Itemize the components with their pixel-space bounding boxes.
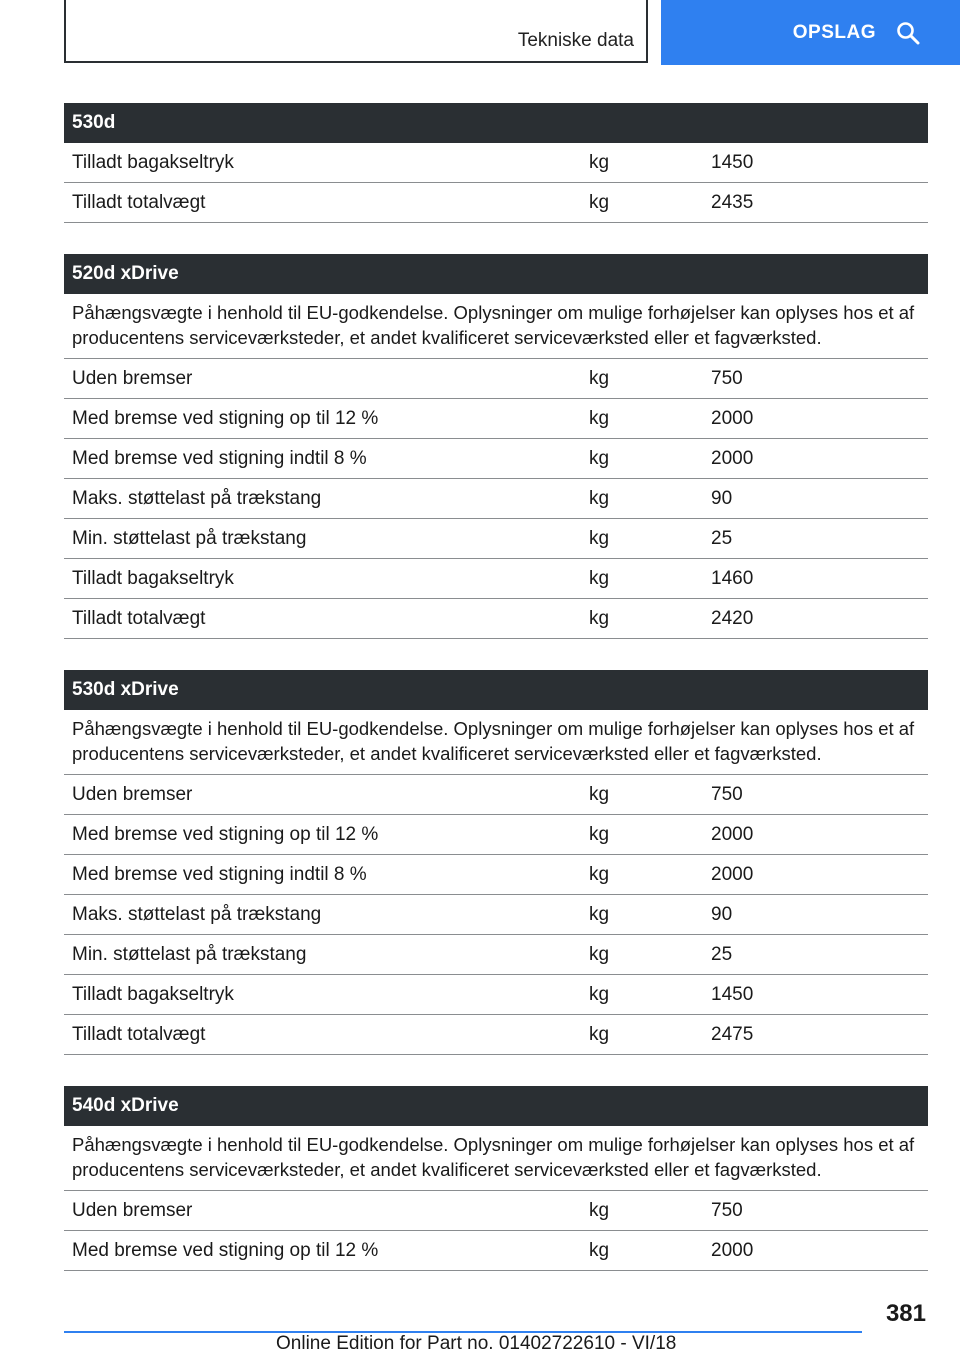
edition-text: Online Edition for Part no. 01402722610 - VI/18 [276,1333,677,1354]
spec-tables [64,103,928,1302]
row-unit: kg [589,607,610,629]
block-title: 530d [64,103,928,143]
row-value: 2000 [711,863,754,885]
table-row [64,815,928,855]
row-unit: kg [589,983,610,1005]
row-value: 2435 [711,191,754,213]
table-row [64,895,928,935]
row-label: Med bremse ved stigning op til 12 % [72,823,379,845]
table-row [64,935,928,975]
table-row [64,1015,928,1055]
table-row [64,183,928,223]
block-title: 520d xDrive [64,254,928,294]
row-value: 750 [711,1199,743,1221]
row-unit: kg [589,863,610,885]
row-value: 2475 [711,1023,754,1045]
row-label: Tilladt bagakseltryk [72,567,234,589]
row-value: 90 [711,903,733,925]
opslag-label: OPSLAG [792,21,876,43]
section-header [64,0,648,63]
row-unit: kg [589,367,610,389]
page-number: 381 [885,1300,926,1327]
row-value: 2000 [711,407,754,429]
table-row [64,1231,928,1271]
row-label: Tilladt bagakseltryk [72,983,234,1005]
row-label: Tilladt totalvægt [72,191,206,213]
row-label: Maks. støttelast på trækstang [72,487,322,509]
row-label: Tilladt totalvægt [72,607,206,629]
table-row [64,975,928,1015]
row-unit: kg [589,447,610,469]
row-label: Maks. støttelast på trækstang [72,903,322,925]
table-row [64,143,928,183]
row-label: Med bremse ved stigning op til 12 % [72,407,379,429]
block-note: Påhængsvægte i henhold til EU-godkendelse. Oplysninger om mulige forhøjelser kan oplyses hos et af producentens serviceværksteder, et andet kvalificeret serviceværksted eller et fagværksted. [64,710,928,775]
row-value: 1450 [711,983,754,1005]
row-value: 750 [711,783,743,805]
row-value: 25 [711,943,733,965]
row-unit: kg [589,903,610,925]
block-title: 540d xDrive [64,1086,928,1126]
row-label: Tilladt totalvægt [72,1023,206,1045]
row-label: Med bremse ved stigning op til 12 % [72,1239,379,1261]
table-row [64,775,928,815]
block-title: 530d xDrive [64,670,928,710]
row-value: 750 [711,367,743,389]
table-row [64,439,928,479]
row-value: 1450 [711,151,754,173]
table-row [64,855,928,895]
row-unit: kg [589,1199,610,1221]
search-icon [896,21,920,45]
row-value: 2000 [711,447,754,469]
table-row [64,399,928,439]
row-label: Uden bremser [72,367,193,389]
row-value: 2000 [711,1239,754,1261]
row-label: Min. støttelast på trækstang [72,943,307,965]
row-value: 90 [711,487,733,509]
spec-block [64,254,928,639]
block-note: Påhængsvægte i henhold til EU-godkendelse. Oplysninger om mulige forhøjelser kan oplyses hos et af producentens serviceværksteder, et andet kvalificeret serviceværksted eller et fagværksted. [64,1126,928,1191]
block-note: Påhængsvægte i henhold til EU-godkendelse. Oplysninger om mulige forhøjelser kan oplyses hos et af producentens serviceværksteder, et andet kvalificeret serviceværksted eller et fagværksted. [64,294,928,359]
row-label: Min. støttelast på trækstang [72,527,307,549]
section-title: Tekniske data [517,30,634,51]
row-unit: kg [589,487,610,509]
table-row [64,559,928,599]
row-unit: kg [589,527,610,549]
row-unit: kg [589,407,610,429]
row-label: Med bremse ved stigning indtil 8 % [72,863,367,885]
row-unit: kg [589,823,610,845]
row-label: Uden bremser [72,1199,193,1221]
row-label: Uden bremser [72,783,193,805]
spec-block [64,103,928,223]
row-value: 2000 [711,823,754,845]
table-row [64,599,928,639]
row-unit: kg [589,943,610,965]
opslag-button[interactable] [661,0,960,65]
row-label: Med bremse ved stigning indtil 8 % [72,447,367,469]
spec-block [64,670,928,1055]
row-unit: kg [589,783,610,805]
row-value: 1460 [711,567,754,589]
table-row [64,1191,928,1231]
row-label: Tilladt bagakseltryk [72,151,234,173]
row-value: 2420 [711,607,754,629]
row-unit: kg [589,1023,610,1045]
row-value: 25 [711,527,733,549]
table-row [64,479,928,519]
table-row [64,519,928,559]
row-unit: kg [589,151,610,173]
row-unit: kg [589,1239,610,1261]
row-unit: kg [589,567,610,589]
table-row [64,359,928,399]
row-unit: kg [589,191,610,213]
spec-block [64,1086,928,1271]
